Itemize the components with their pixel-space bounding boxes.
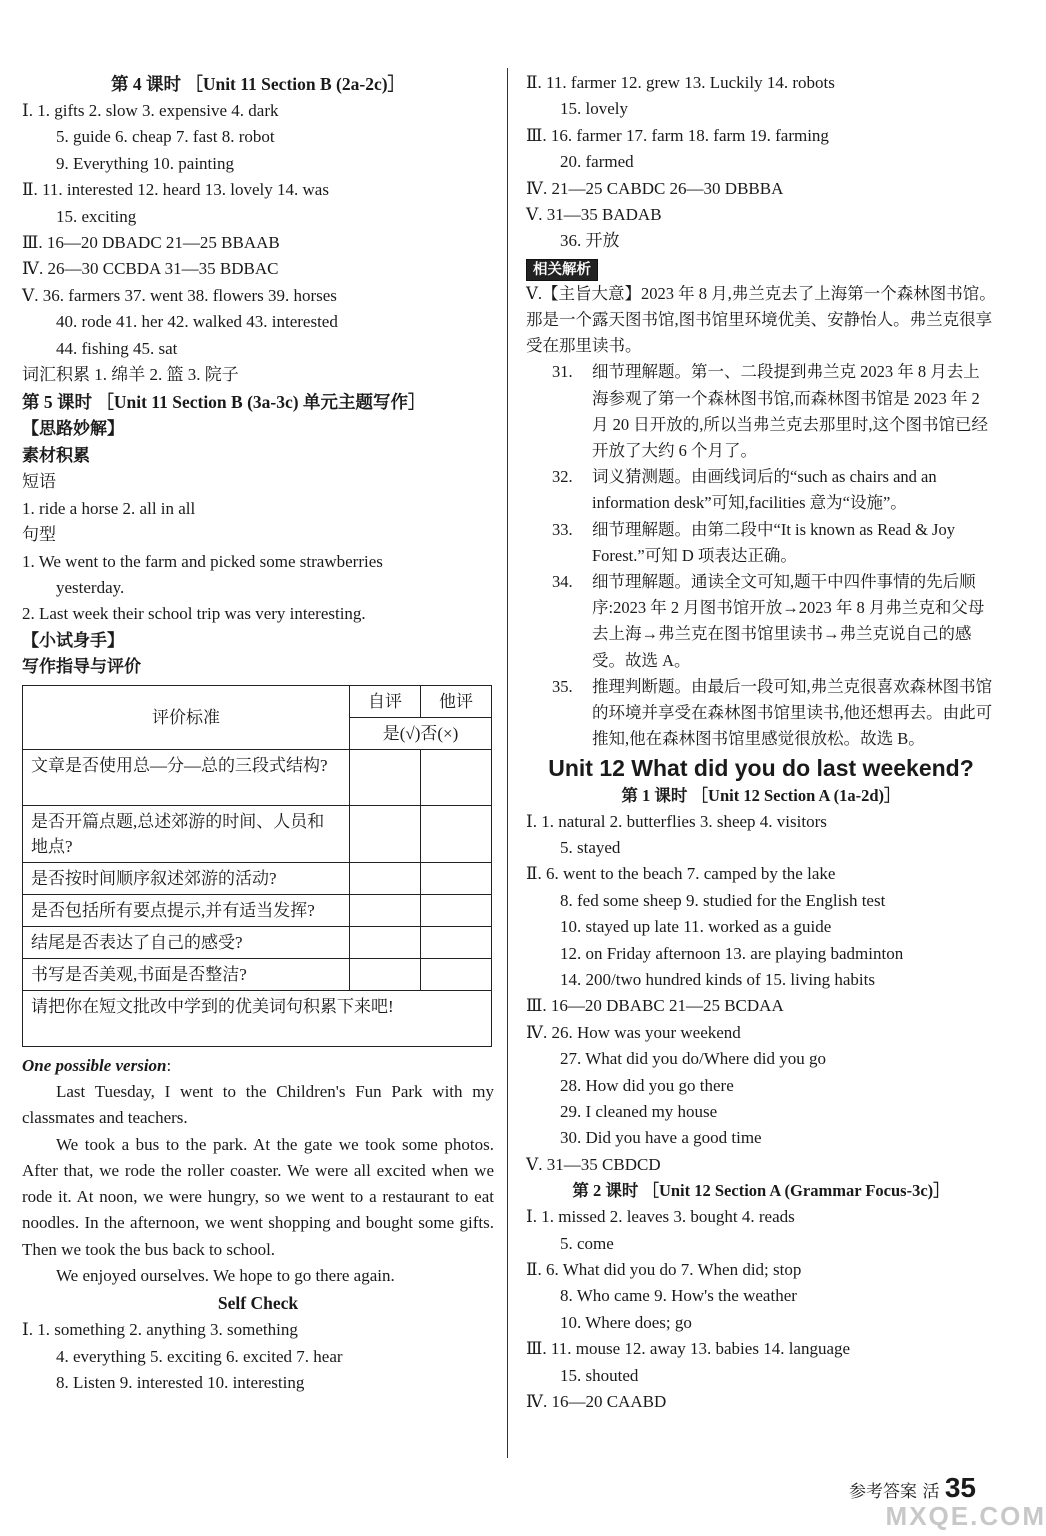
answer-line: Ⅴ. 36. farmers 37. went 38. flowers 39. horses: [22, 285, 337, 305]
criteria-cell: 文章是否使用总—分—总的三段式结构?: [23, 749, 350, 805]
peer-eval-cell[interactable]: [421, 958, 492, 990]
answer-line: 10. stayed up late 11. worked as a guide: [560, 917, 832, 937]
evaluation-table: [22, 685, 492, 1047]
answer-line: Ⅲ. 16. farmer 17. farm 18. farm 19. farming: [526, 125, 829, 145]
criteria-cell: 书写是否美观,书面是否整洁?: [23, 958, 350, 990]
answer-line: Ⅲ. 16—20 DBABC 21—25 BCDAA: [526, 996, 784, 1016]
answer-line: Ⅱ. 11. interested 12. heard 13. lovely 14. was: [22, 180, 329, 200]
analysis-tag: 相关解析: [526, 259, 598, 281]
answer-line: Ⅴ. 31—35 CBDCD: [526, 1154, 661, 1174]
answer-line: Ⅳ. 21—25 CABDC 26—30 DBBBA: [526, 178, 784, 198]
essay-label: One possible version: [22, 1055, 167, 1075]
answer-line: 36. 开放: [560, 231, 620, 251]
answer-line: Ⅰ. 1. something 2. anything 3. something: [22, 1320, 298, 1340]
analysis-num: 32.: [552, 467, 573, 487]
answer-line: Ⅰ. 1. missed 2. leaves 3. bought 4. reads: [526, 1207, 795, 1227]
table-footer-cell: 请把你在短文批改中学到的优美词句积累下来吧!: [23, 990, 492, 1046]
answer-line: 15. exciting: [56, 206, 137, 226]
analysis-text: 推理判断题。由最后一段可知,弗兰克很喜欢森林图书馆的环境并享受在森林图书馆里读书,他还想再去。由此可推知,他在森林图书馆里感觉很放松。故选 B。: [592, 676, 993, 749]
answer-line: 8. fed some sheep 9. studied for the English test: [560, 890, 886, 910]
analysis-num: 31.: [552, 362, 573, 382]
answer-line: 4. everything 5. exciting 6. excited 7. hear: [56, 1346, 343, 1366]
answer-line: 5. come: [560, 1233, 614, 1253]
criteria-header: 评价标准: [23, 685, 350, 749]
guide-heading: 写作指导与评价: [22, 657, 141, 677]
answer-line: 8. Listen 9. interested 10. interesting: [56, 1373, 305, 1393]
left-column: 第 4 课时 ［Unit 11 Section B (2a-2c)］ Ⅰ. 1. gifts 2. slow 3. expensive 4. dark 5. guide 6. cheap 7. fast 8. robot 9. Everything 10. painting Ⅱ. 11. interested 12. heard 13. lovely 14. was 15. exciting Ⅲ. 16—20 DBADC 21—25 BBAAB Ⅳ. 26—30 CCBDA 31—35 BDBAC Ⅴ. 36. farmers 37. went 38. flowers 39. horses 40. rode 41. her 42. walked 43. interested 44. fishing 45. sat 词汇积累 1. 绵羊 2. 篮 3. 院子 第 5 课时 ［Unit 11 Section B (3a-3c) 单元主题写作］ 【思路妙解】 素材积累 短语 1. ride a horse 2. all in all 句型 1. We went to the farm and picked some strawberries yesterday. 2. Last week their school trip was very interesting. 【小试身手】 写作指导与评价 评价标准 自评 他评 是(√)否(×) 文章是否使用总—分—总的三段式结构? 是否开篇点题,总述郊游的时间、人员和地点? 是否按时间顺序叙述郊游的活动? 是否包括所有要点提示,并有适当发挥? 结尾是否表达了自己的感受? 书写是否美观,书面是否整洁? 请把你在短文批改中学到的优美词句积累下来吧! One possible version: Last Tuesday, I went to the Children's Fun Park with my classmates and teachers. We took a bus to the park. At the gate we took some photos. After that, we rode the roller coaster. We were all excited when we rode it. At noon, we were hungry, so we went to a restaurant to eat noodles. In the afternoon, we went shopping and bought some gifts. Then we took the bus back to school. We enjoyed ourselves. We hope to go there again. Self Check Ⅰ. 1. something 2. anything 3. something 4. everything 5. exciting 6. excited 7. hear 8. Listen 9. interested 10. interesting: [22, 70, 494, 1397]
essay-paragraph: Last Tuesday, I went to the Children's Fun Park with my classmates and teachers.: [22, 1081, 494, 1128]
self-eval-cell[interactable]: [350, 862, 421, 894]
xiaoshi-heading: 【小试身手】: [22, 630, 124, 650]
vocab-line: 词汇积累 1. 绵羊 2. 篮 3. 院子: [22, 365, 239, 385]
analysis-text: 词义猜测题。由画线词后的“such as chairs and an information desk”可知,facilities 意为“设施”。: [592, 467, 937, 513]
criteria-cell: 是否按时间顺序叙述郊游的活动?: [23, 862, 350, 894]
analysis-text: 细节理解题。由第二段中“It is known as Read & Joy Forest.”可知 D 项表达正确。: [592, 519, 955, 565]
siluo-heading: 【思路妙解】: [22, 419, 124, 439]
self-eval-cell[interactable]: [350, 894, 421, 926]
right-column: [526, 70, 996, 1415]
answer-line: 15. shouted: [560, 1365, 639, 1385]
answer-line: 5. stayed: [560, 837, 621, 857]
peer-eval-cell[interactable]: [421, 749, 492, 805]
analysis-num: 34.: [552, 572, 573, 592]
answer-line: 12. on Friday afternoon 13. are playing badminton: [560, 943, 904, 963]
criteria-cell: 是否开篇点题,总述郊游的时间、人员和地点?: [23, 805, 350, 862]
answer-line: 9. Everything 10. painting: [56, 153, 235, 173]
peer-eval-cell[interactable]: [421, 862, 492, 894]
self-eval-cell[interactable]: [350, 749, 421, 805]
answer-line: Ⅳ. 26—30 CCBDA 31—35 BDBAC: [22, 259, 279, 279]
self-eval-cell[interactable]: [350, 958, 421, 990]
page-footer: [849, 1472, 976, 1504]
answer-line: 44. fishing 45. sat: [56, 338, 178, 358]
footer-subject: 活: [922, 1482, 940, 1502]
sucai-heading: 素材积累: [22, 445, 90, 465]
criteria-cell: 结尾是否表达了自己的感受?: [23, 926, 350, 958]
answer-line: Ⅰ. 1. natural 2. butterflies 3. sheep 4. visitors: [526, 811, 827, 831]
answer-line: 30. Did you have a good time: [560, 1128, 762, 1148]
lesson2-title: 第 2 课时 ［Unit 12 Section A (Grammar Focus-3c)］: [572, 1181, 950, 1201]
peer-eval-cell[interactable]: [421, 805, 492, 862]
answer-line: Ⅱ. 11. farmer 12. grew 13. Luckily 14. robots: [526, 73, 835, 92]
analysis-num: 33.: [552, 519, 573, 539]
analysis-text: 细节理解题。第一、二段提到弗兰克 2023 年 8 月去上海参观了第一个森林图书馆,而森林图书馆是 2023 年 2 月 20 日开放的,所以当弗兰克去那里时,这个图书馆已经开放了大约 6 个月了。: [592, 362, 988, 461]
answer-line: Ⅲ. 11. mouse 12. away 13. babies 14. language: [526, 1339, 851, 1359]
answer-line: Ⅳ. 26. How was your weekend: [526, 1022, 741, 1042]
sentence-line: 1. We went to the farm and picked some strawberries: [22, 551, 383, 571]
analysis-text: 细节理解题。通读全文可知,题干中四件事情的先后顺序:2023 年 2 月图书馆开放→2023 年 8 月弗兰克和父母去上海→弗兰克在图书馆里读书→弗兰克说自己的感受。故选 A。: [592, 572, 985, 670]
sentence-line: 2. Last week their school trip was very interesting.: [22, 604, 366, 624]
sentence-line: yesterday.: [56, 577, 125, 597]
lesson5-title: 第 5 课时 ［Unit 11 Section B (3a-3c) 单元主题写作］: [22, 392, 426, 413]
answer-line: 27. What did you do/Where did you go: [560, 1049, 826, 1069]
self-eval-header: 自评: [350, 685, 421, 717]
peer-eval-cell[interactable]: [421, 926, 492, 958]
essay-paragraph: We took a bus to the park. At the gate we took some photos. After that, we rode the roller coaster. We were all excited when we rode it. At noon, we were hungry, so we went to a restaurant to eat noodles. In the afternoon, we went shopping and bought some gifts. Then we took the bus back to school.: [22, 1134, 494, 1259]
answer-line: 8. Who came 9. How's the weather: [560, 1286, 797, 1306]
analysis-num: 35.: [552, 676, 573, 696]
answer-line: Ⅴ. 31—35 BADAB: [526, 205, 662, 225]
criteria-cell: 是否包括所有要点提示,并有适当发挥?: [23, 894, 350, 926]
answer-line: 40. rode 41. her 42. walked 43. interested: [56, 312, 338, 332]
juxing-heading: 句型: [22, 525, 56, 545]
footer-label: 参考答案: [849, 1482, 918, 1502]
analysis-intro: Ⅴ.【主旨大意】2023 年 8 月,弗兰克去了上海第一个森林图书馆。那是一个露天图书馆,图书馆里环境优美、安静怡人。弗兰克很享受在那里读书。: [526, 283, 996, 356]
yesno-header: 是(√)否(×): [350, 717, 492, 749]
answer-line: 14. 200/two hundred kinds of 15. living habits: [560, 969, 875, 989]
answer-line: 5. guide 6. cheap 7. fast 8. robot: [56, 127, 275, 147]
page-number: 35: [944, 1472, 976, 1503]
analysis-block: [526, 281, 996, 753]
self-eval-cell[interactable]: [350, 805, 421, 862]
duanyu-heading: 短语: [22, 472, 56, 492]
peer-eval-cell[interactable]: [421, 894, 492, 926]
answer-line: Ⅰ. 1. gifts 2. slow 3. expensive 4. dark: [22, 101, 279, 120]
answer-line: Ⅲ. 16—20 DBADC 21—25 BBAAB: [22, 233, 280, 253]
self-eval-cell[interactable]: [350, 926, 421, 958]
answer-line: Ⅱ. 6. What did you do 7. When did; stop: [526, 1260, 802, 1279]
answer-line: Ⅱ. 6. went to the beach 7. camped by the lake: [526, 864, 836, 884]
essay-paragraph: We enjoyed ourselves. We hope to go there again.: [56, 1266, 395, 1286]
answer-line: 10. Where does; go: [560, 1312, 692, 1332]
lesson4-title: 第 4 课时 ［Unit 11 Section B (2a-2c)］: [110, 74, 406, 94]
watermark: MXQE.COM: [885, 1501, 1046, 1531]
unit12-title: Unit 12 What did you do last weekend?: [548, 754, 974, 781]
lesson1-title: 第 1 课时 ［Unit 12 Section A (1a-2d)］: [621, 785, 901, 805]
answer-line: Ⅳ. 16—20 CAABD: [526, 1392, 667, 1412]
phrases-line: 1. ride a horse 2. all in all: [22, 498, 196, 518]
column-divider: [507, 68, 508, 1458]
selfcheck-title: Self Check: [217, 1293, 299, 1314]
answer-line: 15. lovely: [560, 99, 628, 119]
answer-line: 29. I cleaned my house: [560, 1101, 718, 1121]
peer-eval-header: 他评: [421, 685, 492, 717]
answer-line: 28. How did you go there: [560, 1075, 734, 1095]
answer-line: 20. farmed: [560, 152, 634, 172]
